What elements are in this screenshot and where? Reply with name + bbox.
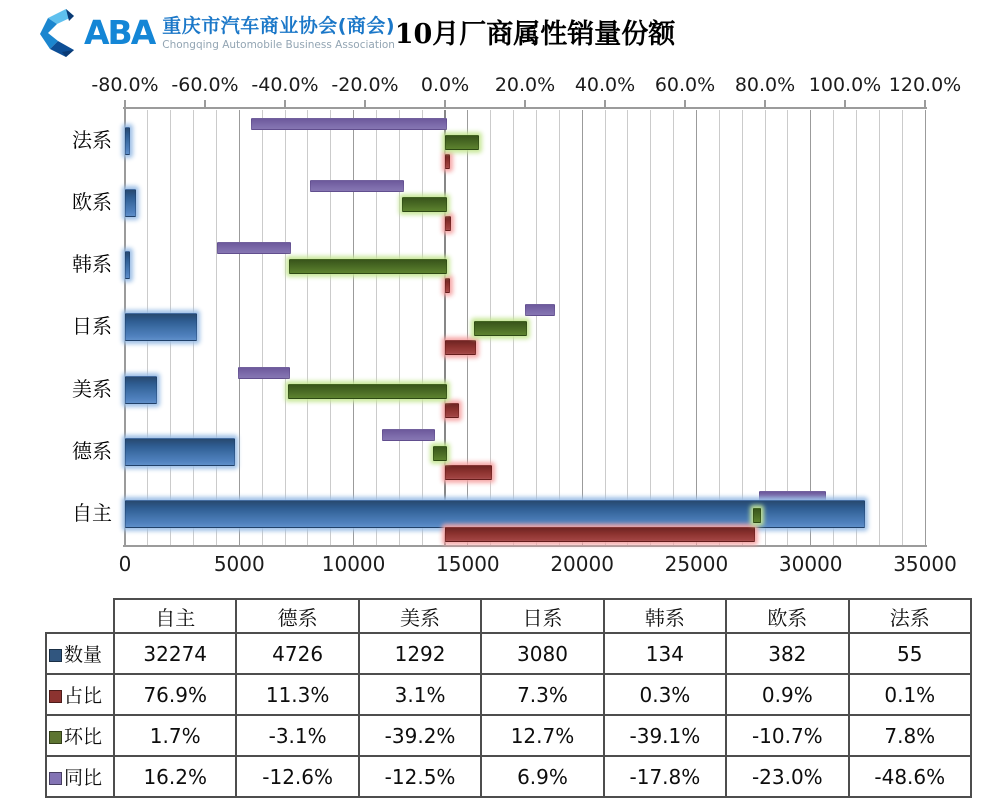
category-label: 德系 (72, 438, 112, 463)
table-value-cell: 4726 (236, 633, 358, 674)
bar-yoy-日系 (525, 304, 555, 316)
gridline (399, 110, 400, 545)
gridline (856, 110, 857, 545)
table-value-cell: -12.5% (359, 756, 481, 797)
table-value-cell: -12.6% (236, 756, 358, 797)
table-value-cell: -39.1% (604, 715, 726, 756)
bar-quantity-韩系 (125, 251, 130, 279)
table-col-header: 日系 (481, 599, 603, 633)
bar-mom-韩系 (289, 259, 447, 274)
gridline (650, 110, 651, 545)
series-name: 同比 (64, 767, 103, 789)
gridline (879, 110, 880, 545)
logo-org-name-en: Chongqing Automobile Business Association (162, 38, 395, 51)
top-axis-label: 0.0% (420, 74, 470, 96)
bar-quantity-法系 (125, 127, 130, 155)
table-row (46, 756, 971, 797)
bottom-axis-label: 0 (118, 552, 132, 576)
table-col-header: 欧系 (726, 599, 848, 633)
table-col-header: 韩系 (604, 599, 726, 633)
gridline (559, 110, 560, 545)
gridline (673, 110, 674, 545)
bottom-axis-label: 25000 (664, 552, 729, 576)
top-axis-label: 20.0% (494, 74, 556, 96)
logo-letters: ABA (84, 13, 155, 52)
bar-yoy-欧系 (310, 180, 404, 192)
table-value-cell: -23.0% (726, 756, 848, 797)
zero-percent-gridline (444, 110, 446, 545)
bar-share-欧系 (445, 216, 451, 231)
bar-mom-欧系 (402, 197, 447, 212)
gridline (216, 110, 217, 545)
gridline (536, 110, 537, 545)
bottom-axis-line (123, 545, 927, 547)
bar-yoy-法系 (251, 118, 447, 130)
table-value-cell: 6.9% (481, 756, 603, 797)
quantity-series-swatch-icon (49, 649, 62, 662)
sales-data-table (45, 598, 972, 798)
gridline (742, 110, 743, 545)
table-col-header: 自主 (114, 599, 236, 633)
gridline (353, 110, 354, 545)
series-name: 环比 (64, 726, 103, 748)
bar-quantity-美系 (125, 376, 157, 404)
bar-mom-法系 (445, 135, 478, 150)
gridline (833, 110, 834, 545)
bottom-axis-label: 35000 (893, 552, 957, 576)
table-value-cell: 0.3% (604, 674, 726, 715)
table-row-label (46, 633, 114, 674)
table-value-cell: 55 (849, 633, 971, 674)
table-row-label (46, 756, 114, 797)
gridline (330, 110, 331, 545)
bottom-axis-label: 15000 (436, 552, 500, 576)
table-value-cell: 1292 (359, 633, 481, 674)
mom-series-swatch-icon (49, 731, 62, 744)
table-value-cell: 134 (604, 633, 726, 674)
category-label: 美系 (72, 376, 112, 401)
gridline (285, 110, 286, 545)
bar-quantity-日系 (125, 313, 197, 341)
gridline (422, 110, 423, 545)
gridline (262, 110, 263, 545)
category-label: 欧系 (72, 190, 112, 215)
table-value-cell: -10.7% (726, 715, 848, 756)
gridline (307, 110, 308, 545)
bottom-axis-label: 30000 (778, 552, 843, 576)
bar-mom-自主 (753, 508, 762, 523)
bar-quantity-德系 (125, 438, 235, 466)
series-name: 占比 (64, 685, 103, 707)
table-header-row (46, 599, 971, 633)
bar-share-美系 (445, 403, 459, 418)
top-axis-label: 80.0% (734, 74, 796, 96)
table-col-header: 法系 (849, 599, 971, 633)
bar-quantity-欧系 (125, 189, 136, 217)
table-value-cell: 0.1% (849, 674, 971, 715)
bar-yoy-德系 (382, 429, 434, 441)
table-value-cell: 3.1% (359, 674, 481, 715)
gridline (902, 110, 903, 545)
bottom-axis-label: 10000 (321, 552, 386, 576)
bar-mom-日系 (474, 321, 527, 336)
top-axis-label: 40.0% (574, 74, 636, 96)
gridline (787, 110, 788, 545)
bar-share-法系 (445, 154, 450, 169)
logo-org-name-cn: 重庆市汽车商业协会(商会) (162, 14, 396, 37)
table-value-cell: 0.9% (726, 674, 848, 715)
top-axis-label: -20.0% (331, 74, 399, 96)
bar-mom-美系 (288, 384, 447, 399)
table-value-cell: 7.3% (481, 674, 603, 715)
gridline (810, 110, 811, 545)
category-label: 自主 (72, 500, 112, 525)
gridline (627, 110, 628, 545)
table-corner-cell (46, 599, 114, 633)
table-value-cell: -17.8% (604, 756, 726, 797)
table-col-header: 德系 (236, 599, 358, 633)
gridline (925, 110, 926, 545)
bar-share-韩系 (445, 278, 450, 293)
bottom-axis-label: 5000 (213, 552, 265, 576)
yoy-series-swatch-icon (49, 772, 62, 785)
top-axis-line (123, 107, 927, 109)
category-label: 法系 (72, 128, 112, 152)
table-value-cell: 76.9% (114, 674, 236, 715)
category-label: 日系 (72, 314, 112, 339)
top-axis-label: 60.0% (654, 74, 716, 96)
table-row (46, 674, 971, 715)
top-axis-label: 100.0% (808, 74, 882, 96)
table-value-cell: 1.7% (114, 715, 236, 756)
gridline (239, 110, 240, 545)
bar-share-德系 (445, 465, 492, 480)
table-value-cell: 7.8% (849, 715, 971, 756)
gridline (696, 110, 697, 545)
table-value-cell: 12.7% (481, 715, 603, 756)
bottom-axis-label: 20000 (550, 552, 614, 576)
table-value-cell: 16.2% (114, 756, 236, 797)
bar-mom-德系 (433, 446, 447, 461)
chart-title: 10月厂商属性销量份额 (394, 19, 676, 50)
table-row-label (46, 674, 114, 715)
table-value-cell: -3.1% (236, 715, 358, 756)
table-row (46, 633, 971, 674)
bar-share-自主 (445, 527, 755, 542)
gridline (719, 110, 720, 545)
bar-yoy-美系 (238, 367, 290, 379)
gridline (467, 110, 468, 545)
gridline (582, 110, 583, 545)
share-series-swatch-icon (49, 690, 62, 703)
table-row-label (46, 715, 114, 756)
table-value-cell: -48.6% (849, 756, 971, 797)
bar-yoy-韩系 (217, 242, 290, 254)
bar-share-日系 (445, 340, 476, 355)
table-row (46, 715, 971, 756)
table-value-cell: -39.2% (359, 715, 481, 756)
top-axis-label: 120.0% (888, 74, 962, 96)
top-axis-label: -80.0% (91, 74, 159, 96)
gridline (605, 110, 606, 545)
gridline (376, 110, 377, 545)
table-value-cell: 32274 (114, 633, 236, 674)
table-value-cell: 3080 (481, 633, 603, 674)
table-col-header: 美系 (359, 599, 481, 633)
top-axis-label: -60.0% (171, 74, 239, 96)
top-axis-label: -40.0% (251, 74, 319, 96)
gridline (765, 110, 766, 545)
table-value-cell: 11.3% (236, 674, 358, 715)
series-name: 数量 (64, 644, 103, 666)
table-value-cell: 382 (726, 633, 848, 674)
category-label: 韩系 (72, 252, 112, 277)
